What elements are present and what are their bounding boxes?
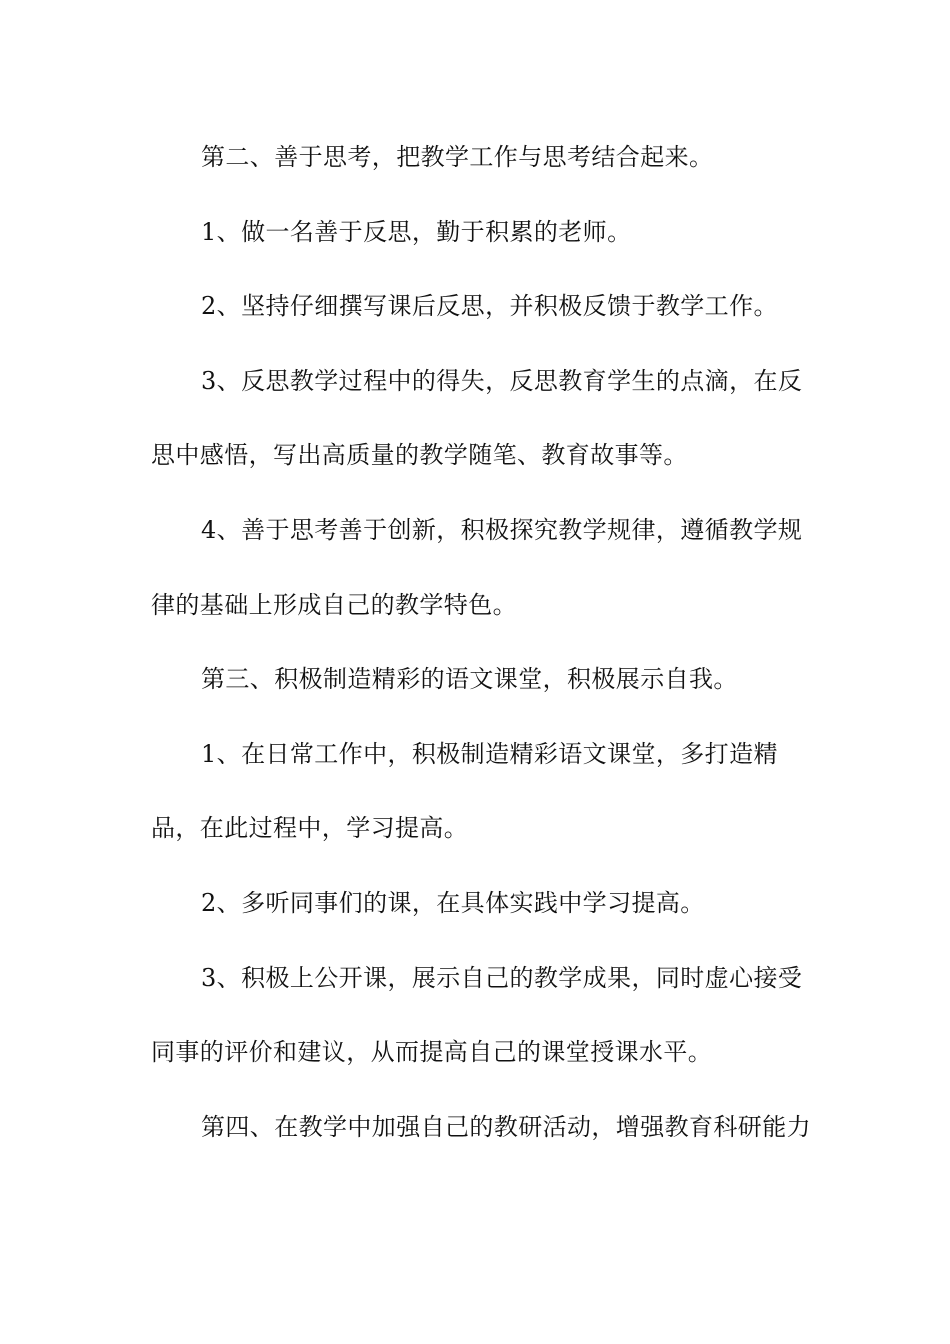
list-item: 1、在日常工作中，积极制造精彩语文课堂，多打造精品，在此过程中，学习提高。 (151, 739, 778, 843)
list-item: 2、多听同事们的课，在具体实践中学习提高。 (201, 888, 705, 917)
document-body (151, 120, 811, 1164)
list-item: 1、做一名善于反思，勤于积累的老师。 (201, 217, 632, 246)
list-item: 4、善于思考善于创新，积极探究教学规律，遵循教学规律的基础上形成自己的教学特色。 (151, 515, 803, 619)
section-heading-4: 第四、在教学中加强自己的教研活动，增强教育科研能力 (201, 1112, 811, 1141)
list-item: 3、反思教学过程中的得失，反思教育学生的点滴，在反思中感悟，写出高质量的教学随笔、教育故事等。 (151, 366, 803, 470)
list-item: 2、坚持仔细撰写课后反思，并积极反馈于教学工作。 (201, 292, 778, 321)
section-heading-3: 第三、积极制造精彩的语文课堂，积极展示自我。 (201, 665, 738, 694)
list-item: 3、积极上公开课，展示自己的教学成果，同时虚心接受同事的评价和建议，从而提高自己的课堂授课水平。 (151, 963, 803, 1067)
section-heading-2: 第二、善于思考，把教学工作与思考结合起来。 (201, 143, 714, 171)
